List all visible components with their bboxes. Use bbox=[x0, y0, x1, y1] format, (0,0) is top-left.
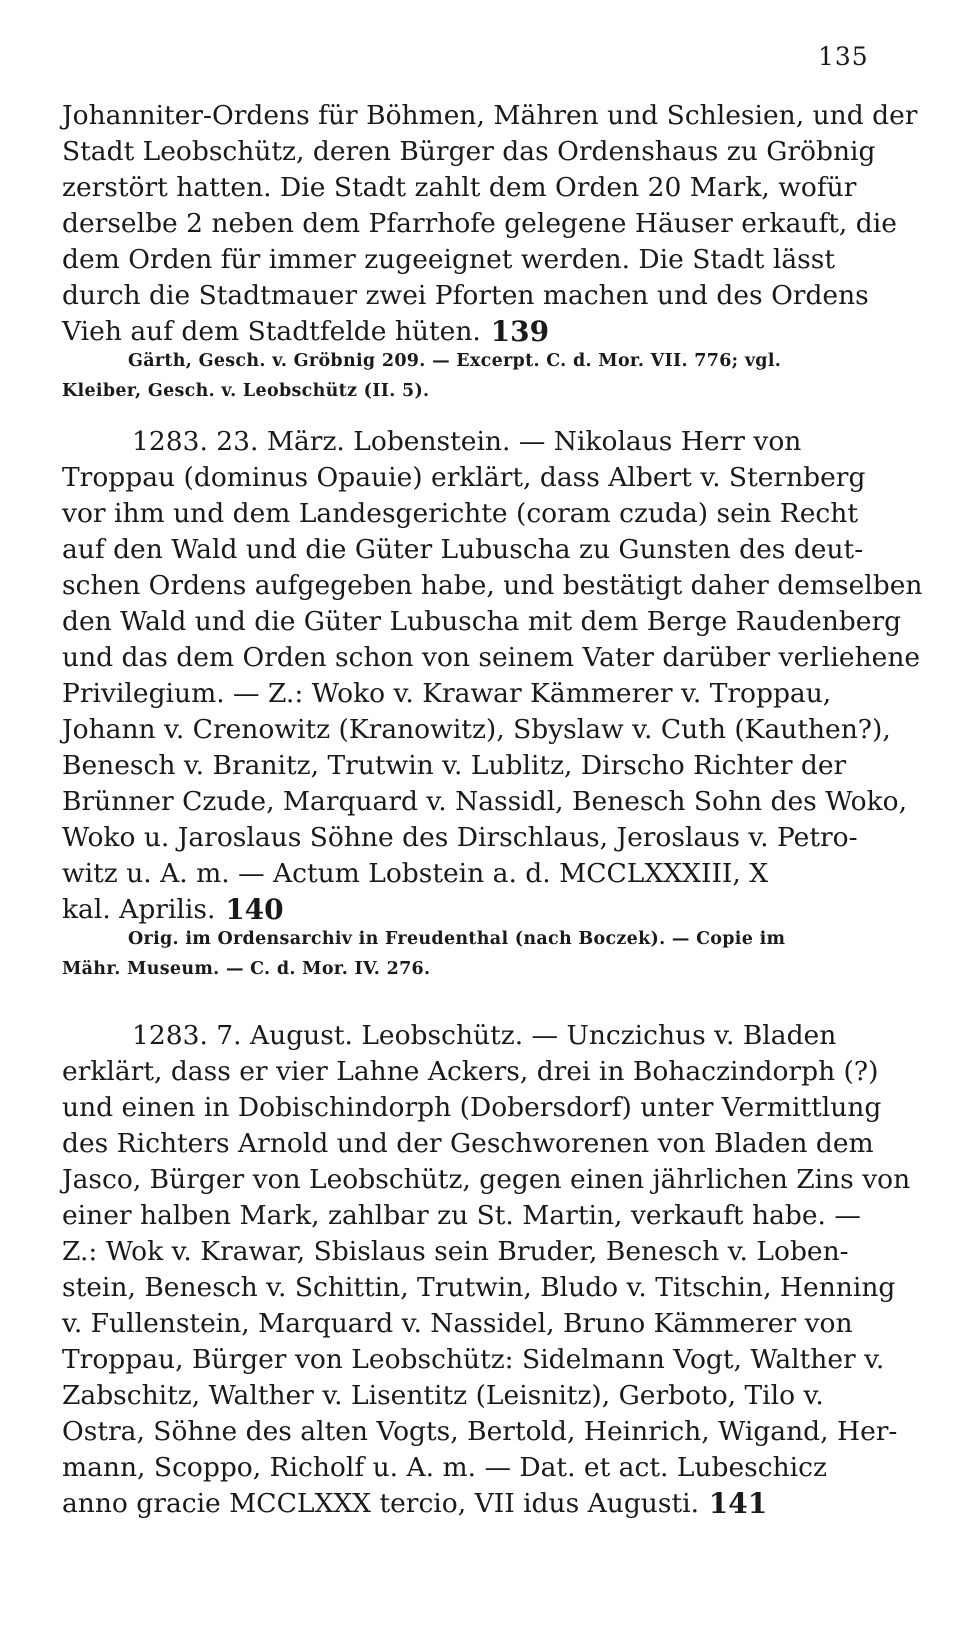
text-line: Ostra, Söhne des alten Vogts, Bertold, Heinrich, Wigand, Her- bbox=[62, 1416, 898, 1447]
text-line: anno gracie MCCLXXX tercio, VII idus Augusti. 141 bbox=[62, 1487, 768, 1520]
text-line: Z.: Wok v. Krawar, Sbislaus sein Bruder, Benesch v. Loben- bbox=[62, 1236, 849, 1267]
text-line: derselbe 2 neben dem Pfarrhofe gelegene Häuser erkauft, die bbox=[62, 208, 897, 239]
text-line: und einen in Dobischindorph (Dobersdorf) unter Vermittlung bbox=[62, 1092, 882, 1123]
text-line: Brünner Czude, Marquard v. Nassidl, Benesch Sohn des Woko, bbox=[62, 786, 908, 817]
text-line: Troppau, Bürger von Leobschütz: Sidelmann Vogt, Walther v. bbox=[62, 1344, 885, 1375]
source-note: Mähr. Museum. — C. d. Mor. IV. 276. bbox=[62, 959, 431, 979]
entry-number: 139 bbox=[490, 315, 550, 348]
source-note: Gärth, Gesch. v. Gröbnig 209. — Excerpt. C. d. Mor. VII. 776; vgl. bbox=[128, 351, 782, 371]
source-note: Orig. im Ordensarchiv in Freudenthal (nach Boczek). — Copie im bbox=[128, 929, 786, 949]
source-note: Kleiber, Gesch. v. Leobschütz (II. 5). bbox=[62, 381, 430, 401]
text-line: Privilegium. — Z.: Woko v. Krawar Kämmerer v. Troppau, bbox=[62, 678, 832, 709]
text-line: Zabschitz, Walther v. Lisentitz (Leisnitz), Gerboto, Tilo v. bbox=[62, 1380, 824, 1411]
page-number: 135 bbox=[818, 42, 869, 71]
text-line: stein, Benesch v. Schittin, Trutwin, Bludo v. Titschin, Henning bbox=[62, 1272, 896, 1303]
text-line: den Wald und die Güter Lubuscha mit dem Berge Raudenberg bbox=[62, 606, 902, 637]
text-line: einer halben Mark, zahlbar zu St. Martin, verkauft habe. — bbox=[62, 1200, 861, 1231]
text-line: zerstört hatten. Die Stadt zahlt dem Orden 20 Mark, wofür bbox=[62, 172, 857, 203]
text-line: v. Fullenstein, Marquard v. Nassidel, Bruno Kämmerer von bbox=[62, 1308, 853, 1339]
text-line: Vieh auf dem Stadtfelde hüten. 139 bbox=[62, 315, 550, 348]
entry-heading: 1283. 23. März. Lobenstein. — Nikolaus Herr von bbox=[132, 426, 802, 457]
text-line: des Richters Arnold und der Geschworenen von Bladen dem bbox=[62, 1128, 874, 1159]
text-line: erklärt, dass er vier Lahne Ackers, drei in Bohaczindorph (?) bbox=[62, 1056, 879, 1087]
text-line: Johann v. Crenowitz (Kranowitz), Sbyslaw v. Cuth (Kauthen?), bbox=[62, 714, 891, 745]
text-line: Johanniter-Ordens für Böhmen, Mähren und Schlesien, und der bbox=[62, 100, 918, 131]
entry-number: 140 bbox=[225, 893, 284, 926]
text-line: witz u. A. m. — Actum Lobstein a. d. MCCLXXXIII, X bbox=[62, 858, 769, 889]
text-line: dem Orden für immer zugeeignet werden. Die Stadt lässt bbox=[62, 244, 836, 275]
text-line: vor ihm und dem Landesgerichte (coram czuda) sein Recht bbox=[62, 498, 858, 529]
entry-heading: 1283. 7. August. Leobschütz. — Unczichus v. Bladen bbox=[132, 1020, 837, 1051]
text-line: mann, Scoppo, Richolf u. A. m. — Dat. et act. Lubeschicz bbox=[62, 1452, 827, 1483]
text-line: Stadt Leobschütz, deren Bürger das Ordenshaus zu Gröbnig bbox=[62, 136, 876, 167]
text-line: Jasco, Bürger von Leobschütz, gegen einen jährlichen Zins von bbox=[62, 1164, 911, 1195]
text-line: und das dem Orden schon von seinem Vater darüber verliehene bbox=[62, 642, 921, 673]
entry-number: 141 bbox=[708, 1487, 768, 1520]
text-line: kal. Aprilis. 140 bbox=[62, 893, 284, 926]
text-line: Woko u. Jaroslaus Söhne des Dirschlaus, Jeroslaus v. Petro- bbox=[62, 822, 858, 853]
text-line: schen Ordens aufgegeben habe, und bestätigt daher demselben bbox=[62, 570, 923, 601]
text-line: Troppau (dominus Opauie) erklärt, dass Albert v. Sternberg bbox=[62, 462, 866, 493]
text-line: durch die Stadtmauer zwei Pforten machen und des Ordens bbox=[62, 280, 869, 311]
text-line: Benesch v. Branitz, Trutwin v. Lublitz, Dirscho Richter der bbox=[62, 750, 847, 781]
text-line: auf den Wald und die Güter Lubuscha zu Gunsten des deut- bbox=[62, 534, 864, 565]
